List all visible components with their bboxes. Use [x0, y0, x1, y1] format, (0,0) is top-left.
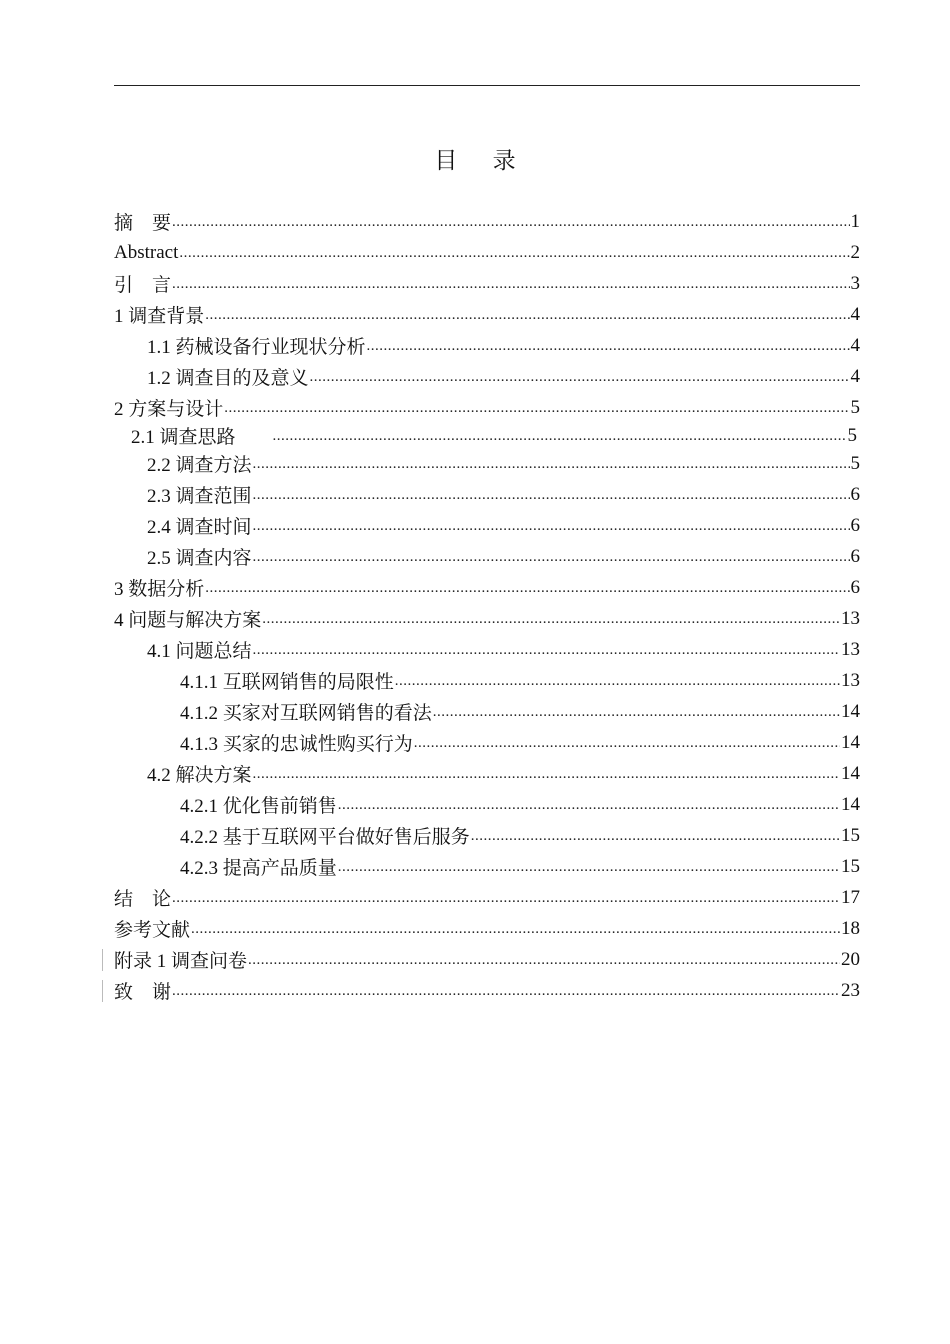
toc-entry-page: 14: [841, 793, 860, 815]
margin-mark: [102, 980, 103, 1002]
toc-leader: [310, 366, 850, 388]
toc-entry-label: 4 问题与解决方案: [114, 605, 262, 632]
toc-entry-label: 4.1.2 买家对互联网销售的看法: [180, 698, 433, 725]
toc-entry-page: 13: [841, 638, 860, 660]
toc-entry[interactable]: [0, 392, 950, 423]
toc-entry[interactable]: [0, 237, 950, 268]
toc-entry-page: 20: [841, 948, 860, 970]
toc-entry-page: 4: [850, 365, 860, 387]
toc-entry-page: 14: [841, 700, 860, 722]
toc-entry-label: 2.5 调查内容: [147, 543, 253, 570]
toc-entry-page: 6: [850, 514, 860, 536]
toc-entry[interactable]: [0, 479, 950, 510]
toc-entry-page: 3: [850, 272, 860, 294]
toc-entry-page: 17: [841, 886, 860, 908]
toc-leader: [338, 856, 840, 878]
toc-entry-label: 1.2 调查目的及意义: [147, 363, 310, 390]
toc-entry[interactable]: [0, 727, 950, 758]
toc-entry[interactable]: [0, 913, 950, 944]
toc-entry-label: 4.1.3 买家的忠诚性购买行为: [180, 729, 414, 756]
toc-entry-page: 2: [850, 241, 860, 263]
toc-entry[interactable]: [0, 299, 950, 330]
toc-entry-label: 2.1 调查思路: [131, 422, 237, 449]
toc-entry-page: 6: [850, 545, 860, 567]
toc-entry-page: 4: [850, 303, 860, 325]
toc-title: 目 录: [434, 148, 530, 174]
toc-leader: [471, 825, 840, 847]
toc-entry-label: Abstract: [114, 241, 179, 263]
toc-entry-page: 5: [850, 396, 860, 418]
toc-entry-label: 4.2.1 优化售前销售: [180, 791, 338, 818]
toc-entry[interactable]: [0, 268, 950, 299]
toc-leader: [253, 453, 850, 475]
toc-entry-label: 4.1 问题总结: [147, 636, 253, 663]
toc-entry[interactable]: [0, 361, 950, 392]
toc-entry[interactable]: [0, 206, 950, 237]
toc-leader: [205, 577, 849, 599]
toc-leader: [273, 425, 847, 447]
toc-entry[interactable]: [0, 944, 950, 975]
toc-entry-label: 1.1 药械设备行业现状分析: [147, 332, 367, 359]
toc-leader: [172, 273, 849, 295]
toc-entry[interactable]: [0, 541, 950, 572]
toc-entry[interactable]: [0, 789, 950, 820]
toc-leader: [367, 335, 850, 357]
toc-list: [0, 206, 950, 1006]
toc-entry-page: 4: [850, 334, 860, 356]
toc-leader: [172, 211, 849, 233]
toc-entry-label: 引 言: [114, 270, 172, 297]
toc-entry-page: 6: [850, 576, 860, 598]
toc-entry-page: 15: [841, 824, 860, 846]
toc-entry-label: 4.2 解决方案: [147, 760, 253, 787]
toc-entry-label: 2.2 调查方法: [147, 450, 253, 477]
toc-entry-page: 5: [850, 452, 860, 474]
toc-entry-page: 1: [850, 210, 860, 232]
toc-leader: [338, 794, 840, 816]
toc-entry-label: 2.4 调查时间: [147, 512, 253, 539]
toc-entry-label: 2 方案与设计: [114, 394, 224, 421]
toc-leader: [253, 639, 840, 661]
toc-entry-label: 结 论: [114, 884, 172, 911]
toc-entry[interactable]: [0, 510, 950, 541]
header-rule: [114, 85, 860, 86]
toc-entry[interactable]: [0, 851, 950, 882]
toc-leader: [172, 887, 840, 909]
toc-entry-page: 14: [841, 731, 860, 753]
toc-entry-label: 参考文献: [114, 915, 191, 942]
toc-entry-label: 3 数据分析: [114, 574, 205, 601]
toc-entry-page: 18: [841, 917, 860, 939]
toc-leader: [262, 608, 840, 630]
toc-entry[interactable]: [0, 572, 950, 603]
toc-leader: [191, 918, 840, 940]
toc-leader: [172, 980, 840, 1002]
toc-leader: [224, 397, 849, 419]
toc-entry-page: 23: [841, 979, 860, 1001]
toc-leader: [253, 484, 850, 506]
toc-entry-label: 4.2.3 提高产品质量: [180, 853, 338, 880]
toc-entry-label: 1 调查背景: [114, 301, 205, 328]
toc-entry-label: 附录 1 调查问卷: [114, 946, 248, 973]
toc-entry[interactable]: [0, 975, 950, 1006]
toc-leader: [414, 732, 840, 754]
toc-entry-page: 14: [841, 762, 860, 784]
toc-entry-page: 13: [841, 669, 860, 691]
toc-entry-page: 6: [850, 483, 860, 505]
toc-entry-page: 13: [841, 607, 860, 629]
toc-entry[interactable]: [0, 882, 950, 913]
toc-entry[interactable]: [0, 665, 950, 696]
toc-entry-page: 15: [841, 855, 860, 877]
toc-entry-label: 致 谢: [114, 977, 172, 1004]
toc-leader: [253, 763, 840, 785]
toc-entry[interactable]: [0, 634, 950, 665]
toc-entry[interactable]: [0, 330, 950, 361]
toc-leader: [433, 701, 840, 723]
toc-entry-label: 2.3 调查范围: [147, 481, 253, 508]
toc-leader: [253, 546, 850, 568]
toc-leader: [179, 242, 849, 264]
toc-entry[interactable]: [0, 423, 950, 448]
toc-entry-page: 5: [847, 424, 857, 446]
toc-entry[interactable]: [0, 696, 950, 727]
toc-leader: [395, 670, 840, 692]
toc-leader: [253, 515, 850, 537]
toc-leader: [248, 949, 840, 971]
toc-entry-label: 摘 要: [114, 208, 172, 235]
toc-entry-label: 4.2.2 基于互联网平台做好售后服务: [180, 822, 471, 849]
toc-entry[interactable]: [0, 603, 950, 634]
toc-entry[interactable]: [0, 758, 950, 789]
toc-entry[interactable]: [0, 448, 950, 479]
toc-leader: [205, 304, 849, 326]
toc-entry[interactable]: [0, 820, 950, 851]
margin-mark: [102, 949, 103, 971]
toc-entry-label: 4.1.1 互联网销售的局限性: [180, 667, 395, 694]
